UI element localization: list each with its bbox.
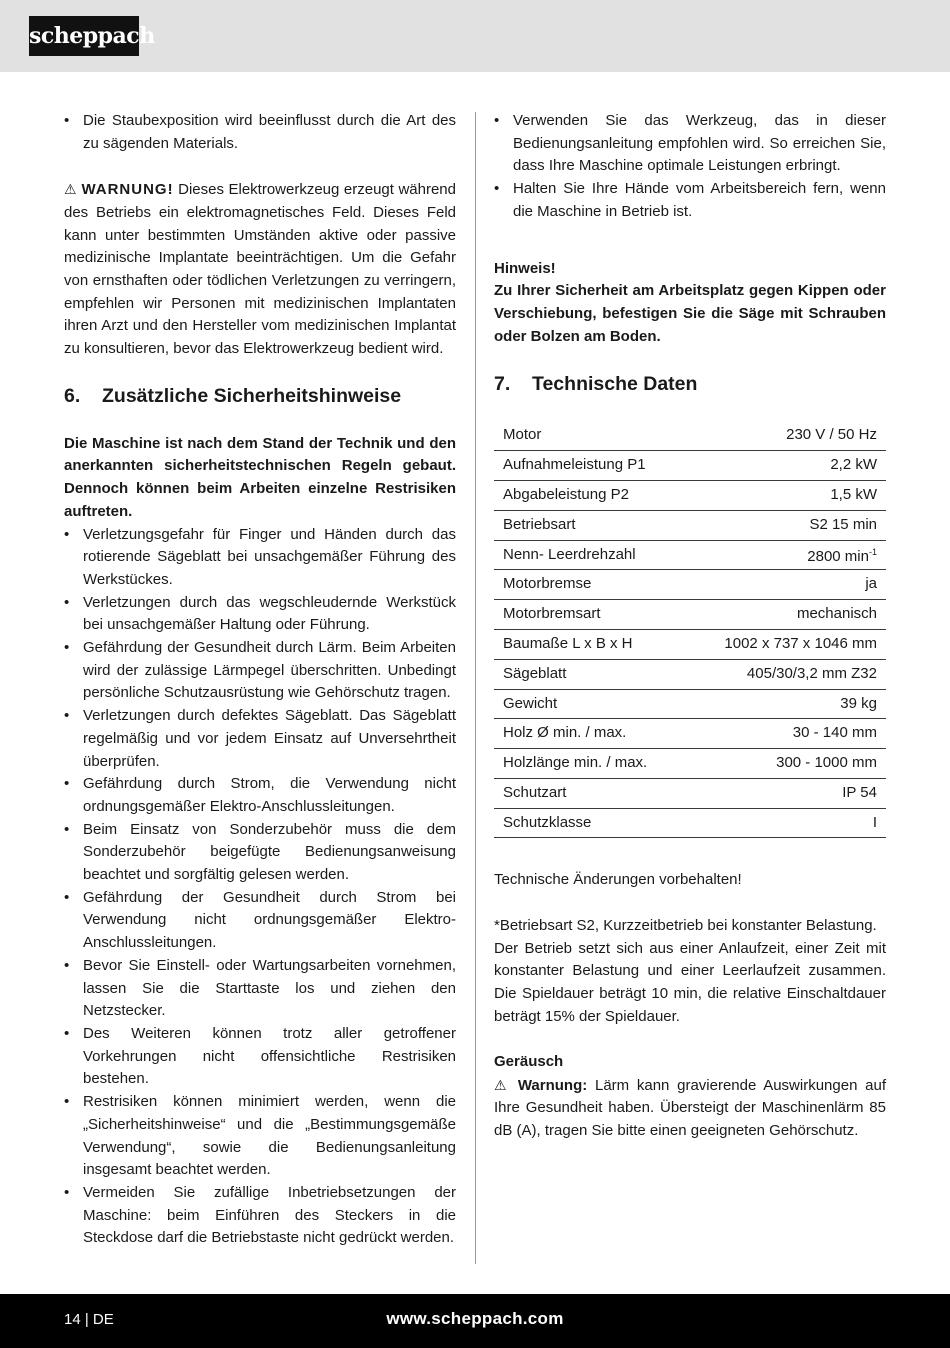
table-row <box>494 629 886 659</box>
spec-value <box>685 570 886 600</box>
spec-value-text: I <box>872 813 877 831</box>
spec-value <box>685 689 886 719</box>
list-item: • Beim Einsatz von Sonderzubehör muss die dem Sonderzubehör beigefügte Bedienungsanweisung beachtet und sorgfältig gelesen werden. <box>64 819 456 887</box>
table-row <box>494 480 886 510</box>
noise-warning-label: Warnung: <box>517 1076 588 1094</box>
section-title: Zusätzliche Sicherheitshinweise <box>102 384 402 407</box>
spec-value <box>685 540 886 570</box>
list-item: • Halten Sie Ihre Hände vom Arbeitsbereich fern, wenn die Maschine in Betrieb ist. <box>494 178 886 223</box>
table-row <box>494 421 886 450</box>
table-row <box>494 689 886 719</box>
spec-value-text: mechanisch <box>796 605 877 623</box>
spec-value <box>685 719 886 749</box>
emf-warning <box>64 178 456 361</box>
list-item: • Gefährdung der Gesundheit durch Lärm. Beim Arbeiten wird der zulässige Lärmpegel überschritten. Unbedingt persönliche Schutzausrüstung wie Gehörschutz tragen. <box>64 637 456 705</box>
table-row <box>494 808 886 838</box>
column-divider <box>475 112 476 1264</box>
spec-value-exponent: -1 <box>868 547 877 558</box>
table-row <box>494 749 886 779</box>
page-number: 14 | DE <box>64 1311 114 1328</box>
warning-triangle-icon: ⚠ <box>494 1076 511 1093</box>
spec-value <box>685 659 886 689</box>
spec-value-text: S2 15 min <box>809 515 877 533</box>
spec-value <box>685 600 886 630</box>
section-number: 6. <box>64 384 81 407</box>
spec-value <box>685 421 886 450</box>
footer-url: www.scheppach.com <box>386 1309 564 1328</box>
list-item: • Bevor Sie Einstell- oder Wartungsarbeiten vornehmen, lassen Sie die Starttaste los und ziehen den Netzstecker. <box>64 955 456 1023</box>
spec-value <box>685 451 886 481</box>
right-column <box>494 110 886 1143</box>
spec-value-text: 30 - 140 mm <box>792 724 877 742</box>
table-row <box>494 600 886 630</box>
list-item: • Verletzungen durch das wegschleudernde Werkstück bei unsachgemäßer Haltung oder Führung. <box>64 592 456 637</box>
spec-value-text: 300 - 1000 mm <box>776 754 877 772</box>
spec-value-text: 39 kg <box>840 694 877 712</box>
spec-value-text: 2,2 kW <box>830 456 877 474</box>
spec-value <box>685 808 886 838</box>
noise-warning <box>494 1074 886 1143</box>
table-row <box>494 659 886 689</box>
spec-label: Aufnahmeleistung P1 <box>494 451 685 481</box>
table-row <box>494 510 886 540</box>
table-row <box>494 570 886 600</box>
spec-label: Holz Ø min. / max. <box>494 719 685 749</box>
list-item: • Gefährdung durch Strom, die Verwendung nicht ordnungsgemäßer Elektro-Anschlussleitungen. <box>64 773 456 818</box>
spec-label: Motor <box>494 421 685 450</box>
spec-value-text: 230 V / 50 Hz <box>786 426 877 444</box>
noise-warning-text: Lärm kann gravierende Auswirkungen auf Ihre Gesundheit haben. Übersteigt der Maschinenlärm 85 dB (A), tragen Sie bitte einen geeigneten Gehörschutz. <box>494 1076 886 1140</box>
spec-value <box>685 749 886 779</box>
spec-label: Baumaße L x B x H <box>494 629 685 659</box>
list-item: • Gefährdung der Gesundheit durch Strom bei Verwendung nicht ordnungsgemäßer Elektro-Anschlussleitungen. <box>64 887 456 955</box>
spec-value-text: 1002 x 737 x 1046 mm <box>724 634 877 652</box>
list-item: • Die Staubexposition wird beeinflusst durch die Art des zu sägenden Materials. <box>64 110 456 155</box>
note-label: Hinweis! <box>494 259 556 277</box>
noise-heading: Geräusch <box>494 1053 564 1071</box>
header-band <box>0 0 950 72</box>
spec-value-text: IP 54 <box>842 783 877 801</box>
spec-value-text: 1,5 kW <box>830 485 877 503</box>
spec-value <box>685 778 886 808</box>
spec-label: Schutzklasse <box>494 808 685 838</box>
list-item: • Des Weiteren können trotz aller getroffener Vorkehrungen nicht offensichtliche Restrisiken bestehen. <box>64 1023 456 1091</box>
dust-bullet-list <box>64 110 456 155</box>
spec-value <box>685 510 886 540</box>
section-number: 7. <box>494 373 511 396</box>
section-title: Technische Daten <box>532 373 698 396</box>
left-column <box>64 110 456 1250</box>
section-7-heading <box>494 370 886 398</box>
spec-label: Schutzart <box>494 778 685 808</box>
residual-risk-intro: Die Maschine ist nach dem Stand der Technik und den anerkannten sicherheitstechnischen Regeln gebaut. Dennoch können beim Arbeiten einzelne Restrisiken auftreten. <box>64 434 456 520</box>
table-row <box>494 719 886 749</box>
warning-text: Dieses Elektrowerkzeug erzeugt während des Betriebs ein elektromagnetisches Feld. Dieses Feld kann unter bestimmten Umständen aktive oder passive medizinische Implantate beeinträchtigen. Um die Gefahr von ernsthaften oder tödlichen Verletzungen zu verringern, empfehlen wir Personen mit medizinischen Implantaten ihren Arzt und den Hersteller vom medizinischen Implantat zu konsultieren, bevor das Elektrowerkzeug bedient wird. <box>64 181 456 358</box>
spec-label: Abgabeleistung P2 <box>494 480 685 510</box>
spec-value <box>685 480 886 510</box>
list-item: • Restrisiken können minimiert werden, wenn die „Sicherheitshinweise“ und die „Bestimmungsgemäße Verwendung“, sowie die Bedienungsanleitung insgesamt beachtet werden. <box>64 1091 456 1182</box>
section-6-heading <box>64 382 456 410</box>
technical-data-table <box>494 421 886 838</box>
list-item: • Verletzungsgefahr für Finger und Händen durch das rotierende Sägeblatt bei unsachgemäßer Führung des Werkstückes. <box>64 524 456 592</box>
spec-value-text: ja <box>865 575 877 593</box>
spec-label: Nenn- Leerdrehzahl <box>494 540 685 570</box>
residual-risk-list <box>64 524 456 1251</box>
spec-label: Holzlänge min. / max. <box>494 749 685 779</box>
operating-mode-text: Der Betrieb setzt sich aus einer Anlaufzeit, einer Zeit mit konstanter Belastung und einer Leerlaufzeit zusammen. Die Spieldauer beträgt 10 min, die relative Einschaltdauer beträgt 15% der Spieldauer. <box>494 939 886 1025</box>
table-row <box>494 451 886 481</box>
note-text: Zu Ihrer Sicherheit am Arbeitsplatz gegen Kippen oder Verschiebung, befestigen Sie die Säge mit Schrauben oder Bolzen am Boden. <box>494 282 886 345</box>
spec-label: Gewicht <box>494 689 685 719</box>
spec-value-text: 405/30/3,2 mm Z32 <box>746 664 877 682</box>
list-item: • Vermeiden Sie zufällige Inbetriebsetzungen der Maschine: beim Einführen des Steckers in die Steckdose darf die Betriebstaste nicht gedrückt werden. <box>64 1182 456 1250</box>
spec-value-text: 2800 min <box>807 548 869 566</box>
spec-label: Betriebsart <box>494 510 685 540</box>
table-row <box>494 778 886 808</box>
spec-label: Motorbremse <box>494 570 685 600</box>
spec-value <box>685 629 886 659</box>
warning-label: WARNUNG! <box>81 181 174 199</box>
tool-usage-list <box>494 110 886 224</box>
spec-label: Sägeblatt <box>494 659 685 689</box>
operating-mode-note: *Betriebsart S2, Kurzzeitbetrieb bei konstanter Belastung. <box>494 916 877 934</box>
list-item: • Verletzungen durch defektes Sägeblatt. Das Sägeblatt regelmäßig und vor jedem Einsatz auf Unversehrtheit überprüfen. <box>64 705 456 773</box>
spec-label: Motorbremsart <box>494 600 685 630</box>
table-row <box>494 540 886 570</box>
scheppach-logo: scheppach <box>29 16 139 56</box>
warning-triangle-icon: ⚠ <box>64 181 77 198</box>
list-item: • Verwenden Sie das Werkzeug, das in dieser Bedienungsanleitung empfohlen wird. So erreichen Sie, dass Ihre Maschine optimale Leistungen erbringt. <box>494 110 886 178</box>
changes-note: Technische Änderungen vorbehalten! <box>494 871 742 889</box>
footer-bar <box>0 1294 950 1348</box>
